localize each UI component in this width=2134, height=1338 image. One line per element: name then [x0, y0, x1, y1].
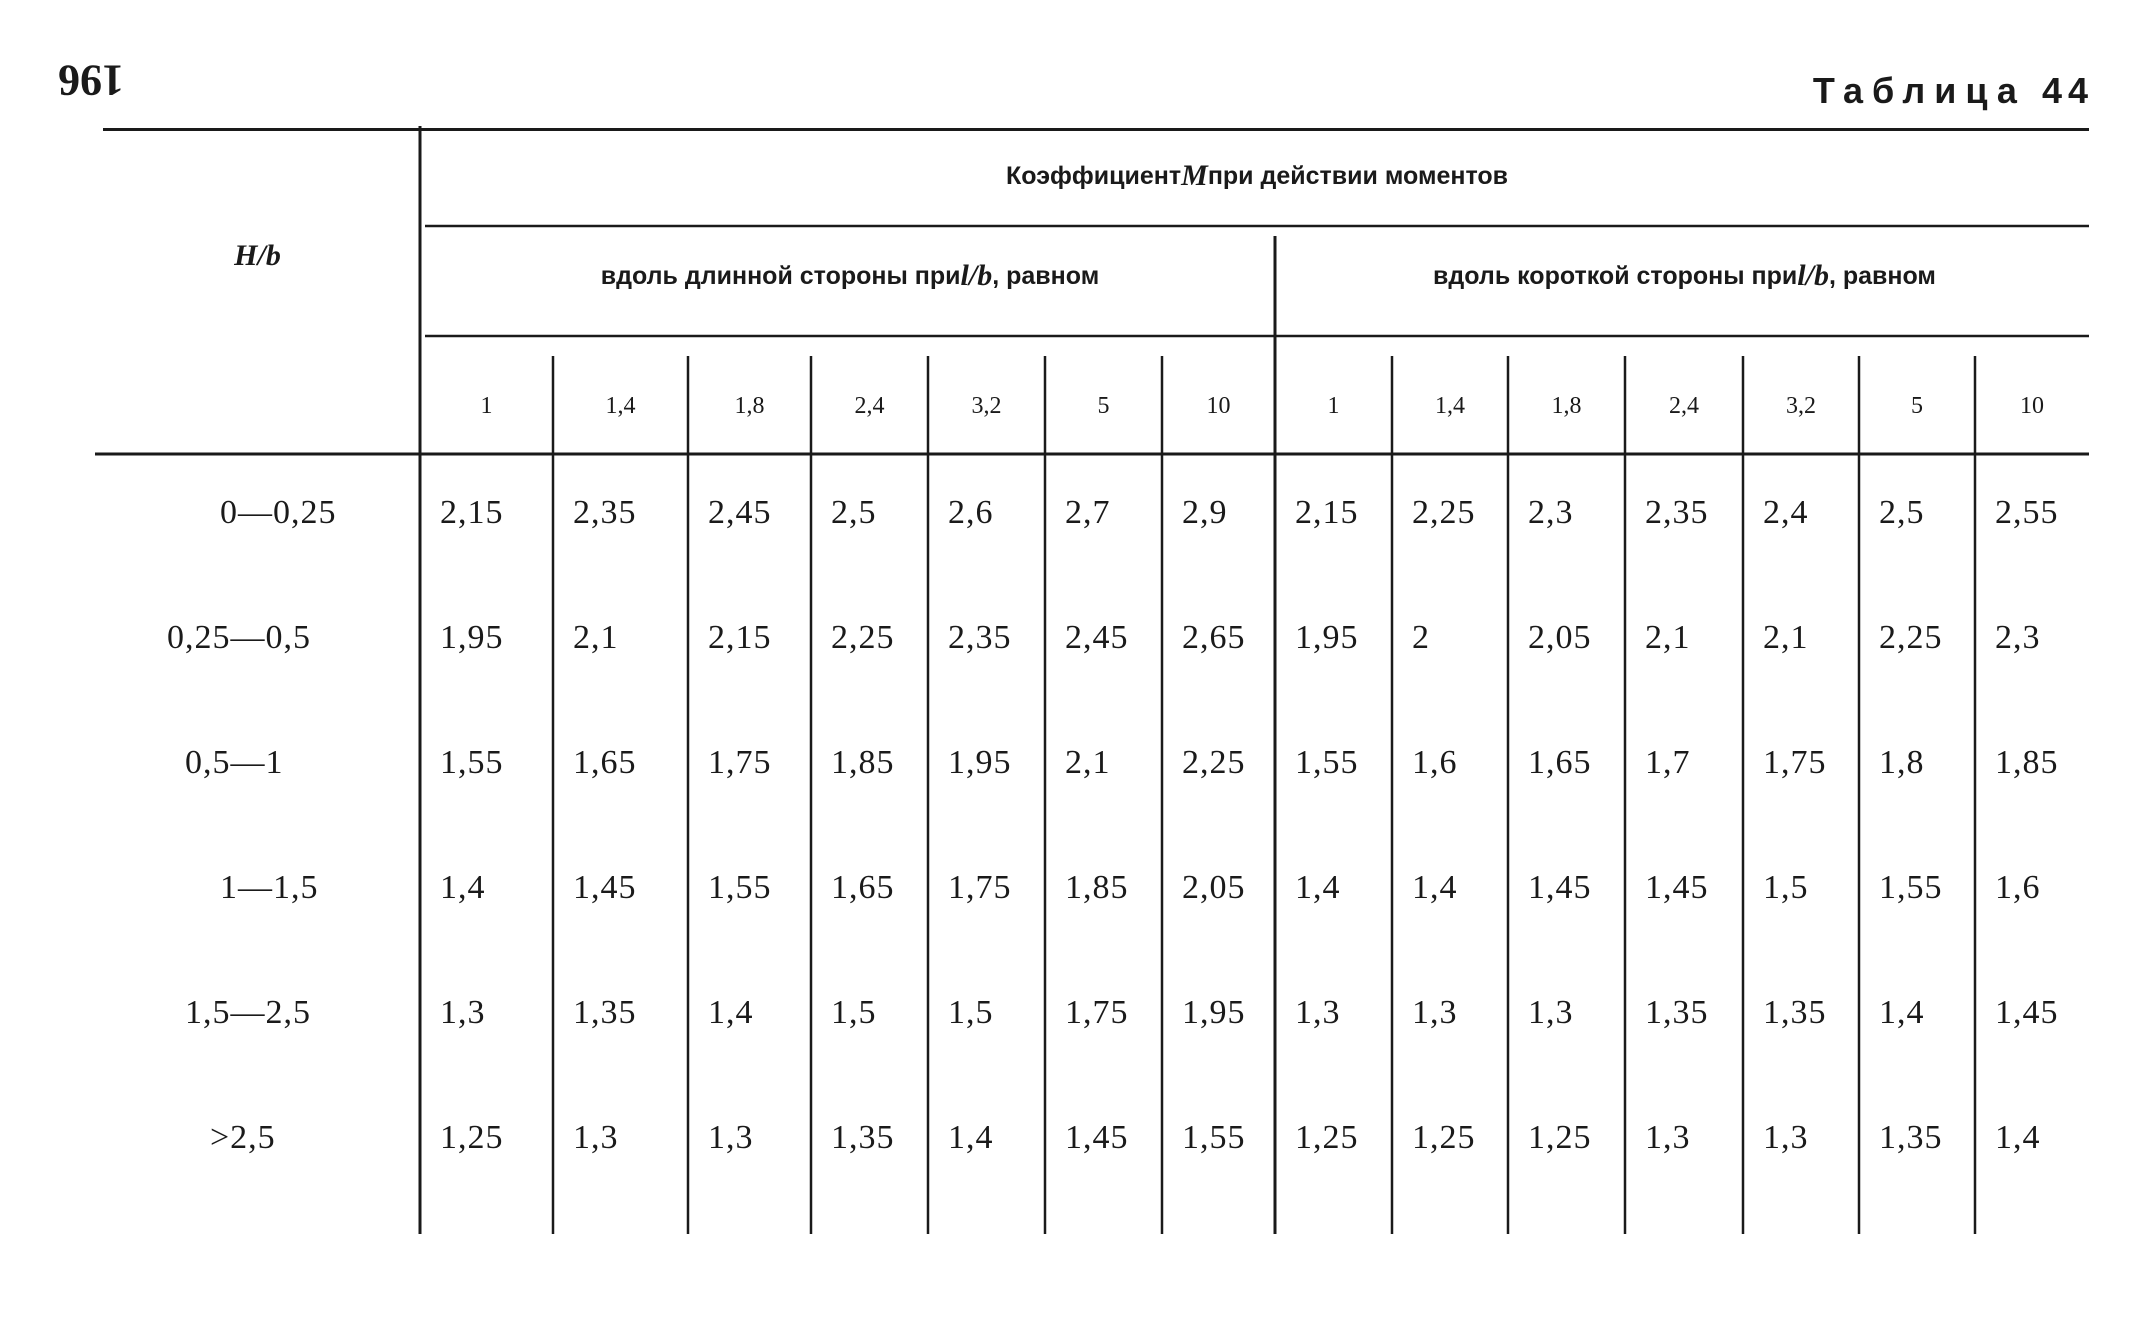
table-cell: 2,35: [1645, 494, 1709, 531]
table-cell: 1,45: [1995, 994, 2059, 1031]
table-cell: 1,55: [1879, 869, 1943, 906]
table-cell: 1,75: [708, 744, 772, 781]
table-cell: 1,65: [573, 744, 637, 781]
table-cell: 1,8: [1879, 744, 1925, 781]
table-cell: 2,25: [831, 619, 895, 656]
table-cell: 1,55: [1295, 744, 1359, 781]
table-cell: 1,75: [948, 869, 1012, 906]
table-cell: 1,3: [1295, 994, 1341, 1031]
table-cell: 1,95: [440, 619, 504, 656]
table-cell: 1,65: [1528, 744, 1592, 781]
table-cell: 1,95: [1295, 619, 1359, 656]
table-cell: 2,5: [1879, 494, 1925, 531]
table-cell: 1,45: [573, 869, 637, 906]
column-header: 5: [1097, 392, 1110, 419]
column-header: 1: [480, 392, 493, 419]
table-cell: 1,7: [1645, 744, 1691, 781]
table-cell: 1,6: [1995, 869, 2041, 906]
table-cell: 1,3: [1528, 994, 1574, 1031]
table-cell: 2,35: [573, 494, 637, 531]
row-label: 0,25—0,5: [167, 619, 311, 656]
table-cell: 2,1: [1763, 619, 1809, 656]
column-header: 2,4: [854, 392, 885, 419]
table-cell: 2,25: [1182, 744, 1246, 781]
table-cell: 1,35: [573, 994, 637, 1031]
table-cell: 1,95: [948, 744, 1012, 781]
table-cell: 1,45: [1065, 1119, 1129, 1156]
table-cell: 2,5: [831, 494, 877, 531]
table-cell: 1,5: [1763, 869, 1809, 906]
table-cell: 1,3: [1763, 1119, 1809, 1156]
table-cell: 1,55: [1182, 1119, 1246, 1156]
table-cell: 2,45: [708, 494, 772, 531]
table-cell: 2,55: [1995, 494, 2059, 531]
table-cell: 1,3: [1412, 994, 1458, 1031]
column-header: 10: [2020, 392, 2044, 419]
table-cell: 1,95: [1182, 994, 1246, 1031]
table-cell: 1,5: [831, 994, 877, 1031]
table-cell: 1,3: [708, 1119, 754, 1156]
table-cell: 2,15: [708, 619, 772, 656]
table-cell: 2,45: [1065, 619, 1129, 656]
table-cell: 1,25: [440, 1119, 504, 1156]
table-cell: 1,4: [440, 869, 486, 906]
table-cell: 1,35: [1879, 1119, 1943, 1156]
table-cell: 1,75: [1763, 744, 1827, 781]
row-label: 0—0,25: [220, 494, 337, 531]
table-cell: 2,3: [1528, 494, 1574, 531]
table-cell: 2,7: [1065, 494, 1111, 531]
table-cell: 1,4: [1879, 994, 1925, 1031]
table-cell: 1,85: [1065, 869, 1129, 906]
table-cell: 1,25: [1528, 1119, 1592, 1156]
table-cell: 1,35: [1763, 994, 1827, 1031]
table-cell: 2,35: [948, 619, 1012, 656]
row-label: 0,5—1: [185, 744, 284, 781]
column-header: 10: [1206, 392, 1231, 419]
column-header: 1,4: [1435, 392, 1465, 419]
table-caption: [1813, 70, 2094, 112]
top-header: Коэффициент M при действии моментов: [1006, 159, 1508, 192]
column-header: 1,8: [734, 392, 765, 419]
column-header: 1,4: [605, 392, 636, 419]
column-header: 3,2: [971, 392, 1002, 419]
table-cell: 1,3: [440, 994, 486, 1031]
page-number: 196: [58, 56, 124, 105]
table-cell: 1,3: [1645, 1119, 1691, 1156]
table-cell: 1,25: [1412, 1119, 1476, 1156]
table-cell: 2,25: [1879, 619, 1943, 656]
table-cell: 1,85: [1995, 744, 2059, 781]
table-cell: 2,1: [1645, 619, 1691, 656]
table-cell: 2,4: [1763, 494, 1809, 531]
table-cell: 1,4: [708, 994, 754, 1031]
group-header-long: вдоль длинной стороны при l/b , равном: [600, 259, 1100, 292]
row-label: >2,5: [210, 1119, 276, 1156]
table-cell: 2,05: [1528, 619, 1592, 656]
table-cell: 1,75: [1065, 994, 1129, 1031]
column-header: 3,2: [1786, 392, 1816, 419]
table-cell: 1,65: [831, 869, 895, 906]
table-cell: 2,1: [573, 619, 619, 656]
column-header: 5: [1911, 392, 1923, 419]
table-cell: 1,4: [1995, 1119, 2041, 1156]
table-cell: 1,85: [831, 744, 895, 781]
table-cell: 1,25: [1295, 1119, 1359, 1156]
table-cell: 1,55: [708, 869, 772, 906]
data-table: [95, 126, 2089, 1234]
table-cell: 1,4: [1295, 869, 1341, 906]
table-caption-number: 44: [2041, 70, 2094, 111]
row-label: 1—1,5: [220, 869, 319, 906]
table-cell: 2,15: [440, 494, 504, 531]
table-cell: 2,1: [1065, 744, 1111, 781]
table-cell: 1,35: [831, 1119, 895, 1156]
table-cell: 2,3: [1995, 619, 2041, 656]
table-cell: 2,9: [1182, 494, 1228, 531]
table-cell: 2,25: [1412, 494, 1476, 531]
table-cell: 1,4: [1412, 869, 1458, 906]
column-header: 1: [1327, 392, 1340, 419]
table-cell: 2,6: [948, 494, 994, 531]
table-cell: 1,6: [1412, 744, 1458, 781]
row-header-hb: H/b: [234, 239, 281, 272]
table-cell: 1,4: [948, 1119, 994, 1156]
table-cell: 1,35: [1645, 994, 1709, 1031]
table-cell: 1,3: [573, 1119, 619, 1156]
table-caption-word: Таблица: [1812, 70, 2026, 111]
column-header: 1,8: [1551, 392, 1582, 419]
table-cell: 1,45: [1645, 869, 1709, 906]
table-cell: 2: [1412, 619, 1430, 656]
column-header: 2,4: [1669, 392, 1699, 419]
table-cell: 1,45: [1528, 869, 1592, 906]
table-cell: 1,55: [440, 744, 504, 781]
row-label: 1,5—2,5: [185, 994, 311, 1031]
table-cell: 1,5: [948, 994, 994, 1031]
table-cell: 2,05: [1182, 869, 1246, 906]
group-header-short: вдоль короткой стороны при l/b , равном: [1433, 259, 1936, 292]
table-cell: 2,15: [1295, 494, 1359, 531]
table-cell: 2,65: [1182, 619, 1246, 656]
